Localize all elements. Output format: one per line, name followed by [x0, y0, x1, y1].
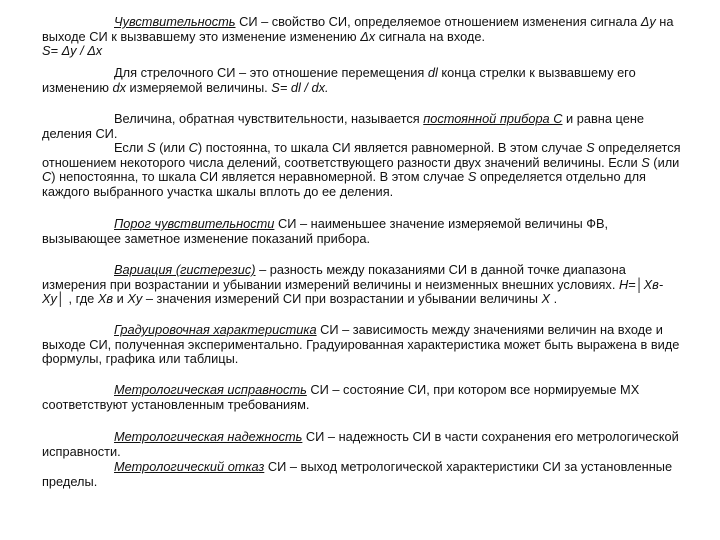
paragraph-scale-uniformity	[42, 141, 682, 199]
symbol-c: С	[188, 140, 198, 155]
text: и равна цене деления СИ.	[42, 111, 645, 141]
symbol-s: S	[467, 169, 477, 185]
text: на выходе СИ к вызвавшему это изменение изменению	[42, 14, 674, 44]
paragraph-metrological-failure	[42, 460, 682, 489]
text: СИ – свойство СИ, определяемое отношением изменения сигнала	[235, 14, 641, 29]
paragraph-metrological-serviceability	[42, 383, 682, 412]
text: измеряемой величины.	[126, 79, 272, 95]
symbol-x: X	[541, 291, 551, 307]
term-calibration-characteristic: Градуировочная характеристика	[114, 322, 317, 337]
term-metrological-reliability: Метрологическая надежность	[114, 429, 303, 444]
term-instrument-constant: постоянной прибора С	[423, 111, 563, 126]
term-sensitivity-threshold: Порог чувствительности	[114, 216, 275, 231]
text: СИ – наименьшее значение измеряемой величины ФВ, вызывающее заметное изменение показаний прибора.	[42, 216, 609, 246]
text: Для стрелочного СИ – это отношение перемещения	[114, 65, 428, 80]
text: Величина, обратная чувствительности, называется	[114, 111, 424, 126]
text: ) постоянна, то шкала СИ является равномерной. В этом случае	[197, 140, 587, 155]
symbol-dx: Δx	[360, 28, 376, 44]
paragraph-hysteresis	[42, 263, 682, 307]
symbol-dl: dl	[427, 65, 438, 80]
formula-hysteresis: H=│Xв-Xу│	[42, 276, 664, 307]
symbol-dx: dx	[112, 79, 126, 95]
text: и	[113, 291, 128, 307]
term-hysteresis: Вариация (гистерезис)	[114, 262, 256, 277]
text: – значения измерений СИ при возрастании и убывании величины	[142, 291, 542, 307]
term-metrological-serviceability: Метрологическая исправность	[114, 382, 307, 397]
text: , где	[64, 291, 98, 307]
term-metrological-failure: Метрологический отказ	[114, 459, 265, 474]
text: .	[550, 291, 558, 307]
term-sensitivity: Чувствительность	[114, 14, 236, 29]
paragraph-sensitivity	[42, 15, 682, 59]
symbol-xv: Xв	[97, 291, 114, 307]
symbol-s: S	[586, 140, 595, 155]
paragraph-instrument-constant	[42, 112, 682, 141]
symbol-c: С	[42, 169, 52, 185]
text: (или	[155, 140, 189, 155]
formula-pointer: S= dl / dx.	[271, 79, 329, 95]
text: определяется отдельно для каждого выбранного участка шкалы вплоть до ее деления.	[42, 169, 646, 199]
symbol-xu: Xу	[127, 291, 143, 307]
paragraph-sensitivity-threshold	[42, 217, 682, 246]
text: СИ – состояние СИ, при котором все нормируемые МХ соответствуют установленным требованиям.	[42, 382, 640, 412]
text: СИ – зависимость между значениями величин на входе и выходе СИ, полученная экспериментально. Градуированная характеристика может быть выражена в виде формулы, графика или таблицы.	[42, 322, 680, 367]
text: ) непостоянна, то шкала СИ является неравномерной. В этом случае	[51, 169, 468, 185]
text: – разность между показаниями СИ в данной точке диапазона измерения при возрастании и убывании измерений величины и неизменных внешних условиях.	[42, 262, 626, 292]
formula-sensitivity: S= Δy / Δx	[42, 43, 103, 59]
paragraph-metrological-reliability	[42, 430, 682, 459]
text: определяется отношением некоторого числа делений, соответствующего разности двух значений величины. Если	[42, 140, 681, 170]
paragraph-calibration-characteristic	[42, 323, 682, 367]
text: Если	[114, 140, 147, 155]
text: конца стрелки к вызвавшему его изменению	[42, 65, 636, 95]
symbol-s: S	[641, 154, 650, 170]
text: СИ – выход метрологической характеристики СИ за установленные пределы.	[42, 459, 673, 489]
symbol-s: S	[146, 140, 156, 155]
paragraph-pointer-instrument	[42, 66, 682, 95]
text: (или	[649, 154, 680, 170]
text: СИ – надежность СИ в части сохранения его метрологической исправности.	[42, 429, 679, 459]
text: сигнала на входе.	[375, 28, 486, 44]
symbol-dy: Δy	[640, 14, 656, 29]
